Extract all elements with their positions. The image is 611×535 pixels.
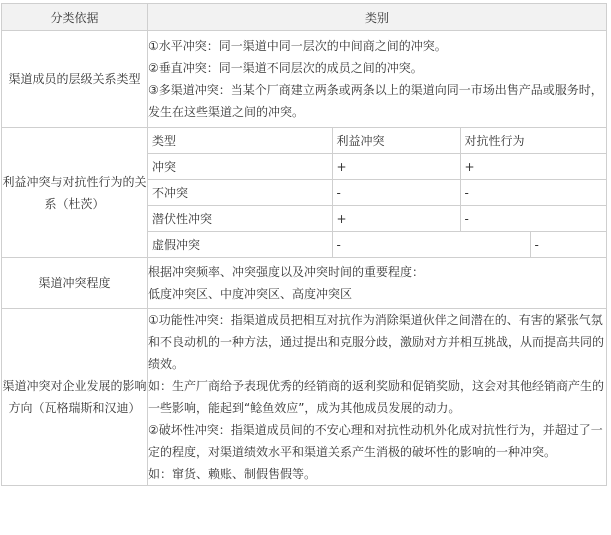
subtable-row	[148, 232, 607, 258]
degree-line-2: 低度冲突区、中度冲突区、高度冲突区	[148, 287, 353, 301]
relation-subtable	[148, 128, 607, 257]
row-relation	[2, 128, 607, 258]
subtable-type: 虚假冲突	[148, 232, 332, 258]
subtable-antagonism: -	[460, 206, 607, 232]
impact-line-1: ①功能性冲突：指渠道成员把相互对抗作为消除渠道伙伴之间潜在的、有害的紧张气氛和不良动机的一种方法，通过提出和克服分歧，激励对方并相互挑战，从而提高共同的绩效。	[148, 313, 605, 371]
subtable-type: 潜伏性冲突	[148, 206, 332, 232]
row-level-content	[148, 31, 607, 128]
row-level	[2, 31, 607, 128]
subtable-row	[148, 206, 607, 232]
header-basis: 分类依据	[2, 4, 148, 31]
row-degree-label: 渠道冲突程度	[2, 258, 148, 309]
row-impact-label: 渠道冲突对企业发展的影响方向（瓦格瑞斯和汉迪）	[2, 309, 148, 486]
subtable-header-type: 类型	[148, 128, 332, 154]
subtable-antagonism: -	[460, 180, 607, 206]
subtable-interest: +	[332, 206, 460, 232]
subtable-header-antagonism: 对抗性行为	[460, 128, 607, 154]
row-degree	[2, 258, 607, 309]
subtable-antagonism: -	[534, 237, 539, 252]
impact-line-4: 如：窜货、赖账、制假售假等。	[148, 467, 317, 481]
subtable-type: 不冲突	[148, 180, 332, 206]
row-relation-content	[148, 128, 607, 258]
impact-line-2: 如：生产厂商给予表现优秀的经销商的返利奖励和促销奖励，这会对其他经销商产生的一些影响，能起到“鲶鱼效应”，成为其他成员发展的动力。	[148, 379, 605, 415]
subtable-type: 冲突	[148, 154, 332, 180]
level-line-3: ③多渠道冲突：当某个厂商建立两条或两条以上的渠道向同一市场出售产品或服务时，发生在这些渠道之间的冲突。	[148, 83, 603, 119]
subtable-row	[148, 180, 607, 206]
subtable-interest: -	[332, 232, 530, 258]
header-row	[2, 4, 607, 31]
subtable-interest: -	[332, 180, 460, 206]
subtable-header-row	[148, 128, 607, 154]
subtable-antagonism: +	[460, 154, 607, 180]
subtable-interest: +	[332, 154, 460, 180]
subtable-header-interest: 利益冲突	[332, 128, 460, 154]
row-relation-label: 利益冲突与对抗性行为的关系（杜茨）	[2, 128, 148, 258]
subtable-row	[148, 154, 607, 180]
level-line-2: ②垂直冲突：同一渠道不同层次的成员之间的冲突。	[148, 61, 423, 75]
row-degree-content	[148, 258, 607, 309]
row-impact-content	[148, 309, 607, 486]
classification-table	[1, 3, 607, 486]
row-level-label: 渠道成员的层级关系类型	[2, 31, 148, 128]
impact-line-3: ②破坏性冲突：指渠道成员间的不安心理和对抗性动机外化成对抗性行为，并超过了一定的程度，对渠道绩效水平和渠道关系产生消极的破坏性的影响的一种冲突。	[148, 423, 603, 459]
row-impact	[2, 309, 607, 486]
level-line-1: ①水平冲突：同一渠道中同一层次的中间商之间的冲突。	[148, 39, 447, 53]
header-category: 类别	[148, 4, 607, 31]
degree-line-1: 根据冲突频率、冲突强度以及冲突时间的重要程度：	[148, 265, 425, 279]
